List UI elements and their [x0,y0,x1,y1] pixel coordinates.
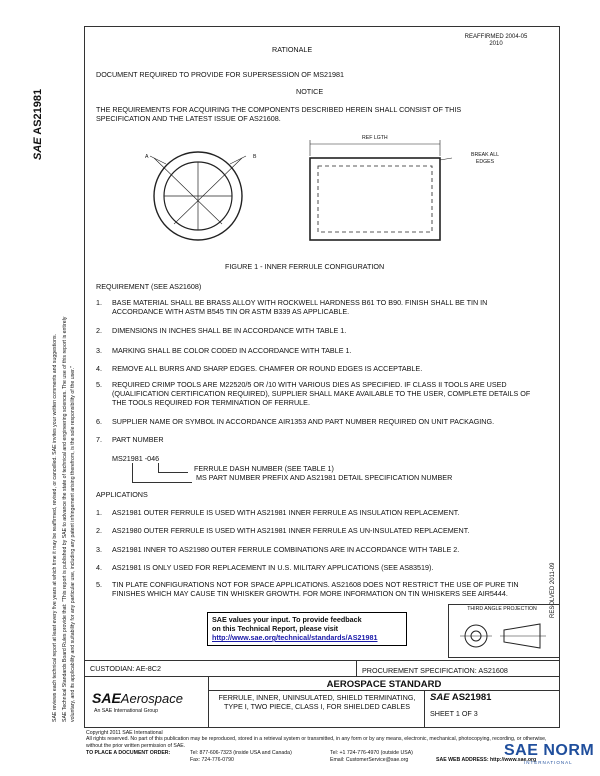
legal-text-1: SAE Technical Standards Board Rules provide that: "This report is published by SAE to advance the state of technical and engineering sciences. The use of this report is entirely [62,316,68,722]
watermark-logo: SAE NORM [504,742,595,759]
reaffirmed-label: REAFFIRMED 2004-05 [464,34,528,40]
prefix-note: MS PART NUMBER PREFIX AND AS21981 DETAIL SPECIFICATION NUMBER [196,473,453,482]
email: Email: CustomerService@sae.org [330,757,409,763]
third-angle-label: THIRD ANGLE PROJECTION [467,606,537,612]
copyright: Copyright 2011 SAE International [86,730,163,736]
standard-title: AEROSPACE STANDARD [326,679,442,690]
order-label: TO PLACE A DOCUMENT ORDER: [86,750,171,756]
figure-caption: FIGURE 1 - INNER FERRULE CONFIGURATION [225,262,385,271]
feedback-line-1: SAE values your input. To provide feedback [212,615,362,624]
procurement-spec: PROCUREMENT SPECIFICATION: AS21608 [362,666,508,675]
logo-sae: SAE [92,690,121,706]
dash-number-note: FERRULE DASH NUMBER (SEE TABLE 1) [194,464,334,473]
web-address: SAE WEB ADDRESS: http://www.sae.org [436,757,537,763]
phone-domestic: Tel: 877-606-7323 (inside USA and Canada) [190,750,292,756]
legal-text-2: voluntary, and its applicability and suitability for any particular use, including any patent infringement arising therefrom, is the sole responsibility of the user." [70,366,76,722]
sheet-number: SHEET 1 OF 3 [430,709,478,718]
logo-tagline: An SAE International Group [94,708,159,714]
rationale-label: RATIONALE [272,45,313,54]
figure-dim-label: REF LGTH [362,135,388,141]
part-number-example: MS21981 -046 [112,454,160,463]
notice-text: THE REQUIREMENTS FOR ACQUIRING THE COMPONENTS DESCRIBED HEREIN SHALL CONSIST OF THIS SPECIFICATION AND THE LATEST ISSUE OF AS21608. [96,105,462,123]
rationale-text: DOCUMENT REQUIRED TO PROVIDE FOR SUPERSESSION OF MS21981 [96,70,345,79]
rights-text: All rights reserved. No part of this publication may be reproduced, stored in a retrieval system or transmitted, in any form or by any means, electronic, mechanical, photocopying, recording, or otherwise, without the prior written permission of SAE. [86,736,547,749]
requirements-heading: REQUIREMENT (SEE AS21608) [96,282,202,291]
feedback-link[interactable]: http://www.sae.org/technical/standards/AS21981 [212,633,378,642]
watermark-subtitle: INTERNATIONAL [524,760,573,765]
tube-body [310,158,440,240]
fax: Fax: 724-776-0790 [190,757,234,763]
custodian: CUSTODIAN: AE-8C2 [90,664,161,673]
doc-sae-mark: SAE [430,692,450,703]
figure-label-a: A [145,154,149,160]
legal-text-3: SAE reviews each technical report at least every five years at which time it may be reaffirmed, revised, or cancelled. SAE invites your written comments and suggestions. [52,334,58,722]
break-edges-label: BREAK ALL EDGES [471,152,499,165]
feedback-line-2: on this Technical Report, please visit [212,624,339,633]
side-doc-number: SAE AS21981 [32,88,44,160]
document-description: FERRULE, INNER, UNINSULATED, SHIELD TERMINATING, TYPE I, TWO PIECE, CLASS I, FOR SHIELDED CABLES [218,693,416,711]
figure-label-b: B [253,154,257,160]
logo-aerospace: Aerospace [120,691,183,706]
notice-label: NOTICE [296,87,324,96]
feedback-box [207,612,407,646]
side-sae-mark: SAE [32,137,44,160]
phone-international: Tel: +1 724-776-4970 (outside USA) [330,750,413,756]
doc-number: AS21981 [451,692,492,703]
applications-heading: APPLICATIONS [96,490,148,499]
projection-symbol [456,618,552,654]
doc-number-block [430,692,491,703]
sae-aerospace-logo [92,690,183,708]
ferrule-figure [130,136,510,256]
tube-bore [318,166,432,232]
reaffirmed-year: 2010 [489,41,503,47]
resolved-stamp: RESOLVED 2011-09 [550,562,556,618]
